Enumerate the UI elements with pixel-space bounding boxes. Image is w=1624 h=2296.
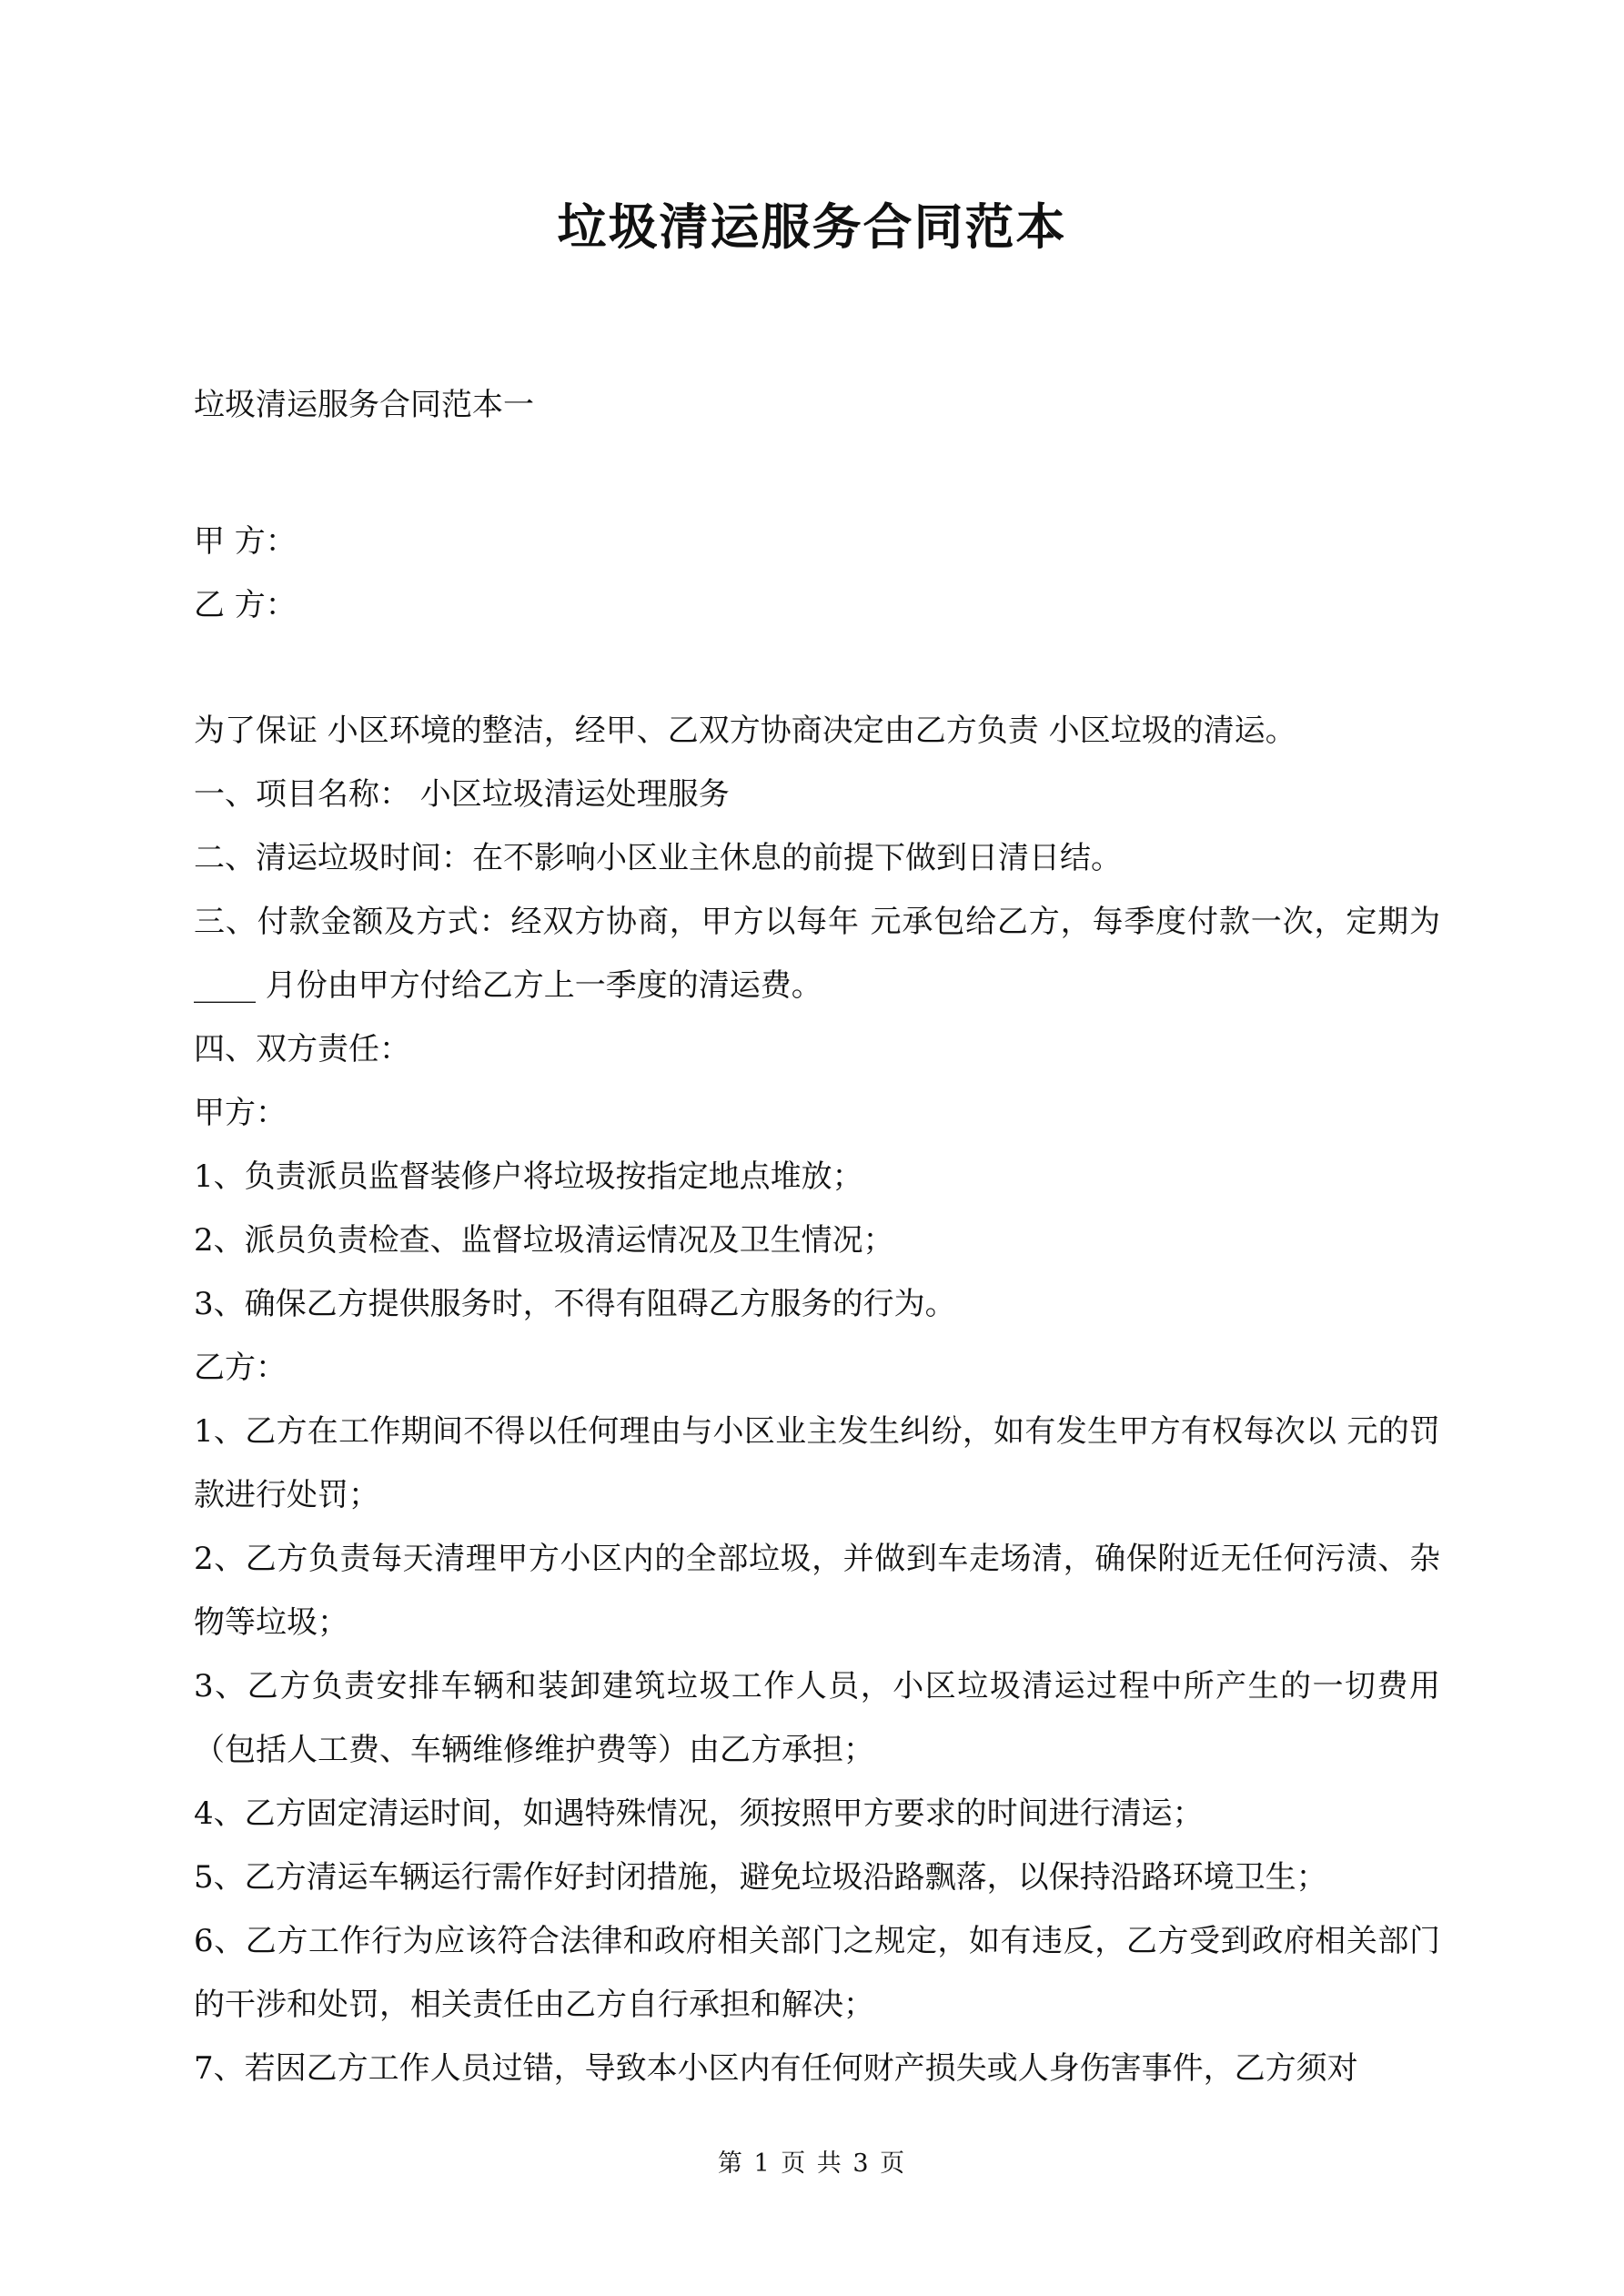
party-a-heading: 甲方： — [194, 1095, 287, 1131]
party-b-duty: 3、乙方负责安排车辆和装卸建筑垃圾工作人员，小区垃圾清运过程中所产生的一切费用（包括人工费、车辆维修维护费等）由乙方承担； — [194, 1668, 1440, 1768]
party-b-heading: 乙方： — [194, 1350, 287, 1386]
party-b-line: 乙 方： — [194, 587, 297, 623]
page-number: 第 1 页 共 3 页 — [717, 2149, 907, 2178]
party-b-duty: 6、乙方工作行为应该符合法律和政府相关部门之规定，如有违反，乙方受到政府相关部门的干涉和处罚，相关责任由乙方自行承担和解决； — [194, 1923, 1440, 2023]
clause-cleaning-time: 二、清运垃圾时间：在不影响小区业主休息的前提下做到日清日结。 — [194, 840, 1122, 876]
clause-project-name: 一、项目名称： 小区垃圾清运处理服务 — [194, 776, 730, 813]
party-b-duty: 5、乙方清运车辆运行需作好封闭措施，避免垃圾沿路飘落，以保持沿路环境卫生； — [194, 1859, 1327, 1896]
party-a-duty: 3、确保乙方提供服务时，不得有阻碍乙方服务的行为。 — [194, 1286, 956, 1322]
party-b-duty: 7、若因乙方工作人员过错，导致本小区内有任何财产损失或人身伤害事件，乙方须对 — [194, 2050, 1358, 2087]
party-a-duty: 2、派员负责检查、监督垃圾清运情况及卫生情况； — [194, 1222, 894, 1259]
clause-responsibilities: 四、双方责任： — [194, 1031, 410, 1067]
party-b-duty: 2、乙方负责每天清理甲方小区内的全部垃圾，并做到车走场清，确保附近无任何污渍、杂物等垃圾； — [194, 1541, 1440, 1641]
party-a-line: 甲 方： — [194, 523, 297, 560]
clause-payment: 三、付款金额及方式：经双方协商，甲方以每年 元承包给乙方，每季度付款一次，定期为____ 月份由甲方付给乙方上一季度的清运费。 — [194, 904, 1440, 1004]
document-subtitle: 垃圾清运服务合同范本一 — [194, 387, 534, 423]
party-b-duty: 1、乙方在工作期间不得以任何理由与小区业主发生纠纷，如有发生甲方有权每次以 元的罚款进行处罚； — [194, 1413, 1440, 1513]
intro-paragraph: 为了保证 小区环境的整洁，经甲、乙双方协商决定由乙方负责 小区垃圾的清运。 — [194, 713, 1296, 749]
party-b-duty: 4、乙方固定清运时间，如遇特殊情况，须按照甲方要求的时间进行清运； — [194, 1795, 1204, 1832]
party-a-duty: 1、负责派员监督装修户将垃圾按指定地点堆放； — [194, 1158, 863, 1195]
document-title: 垃圾清运服务合同范本 — [557, 198, 1067, 256]
